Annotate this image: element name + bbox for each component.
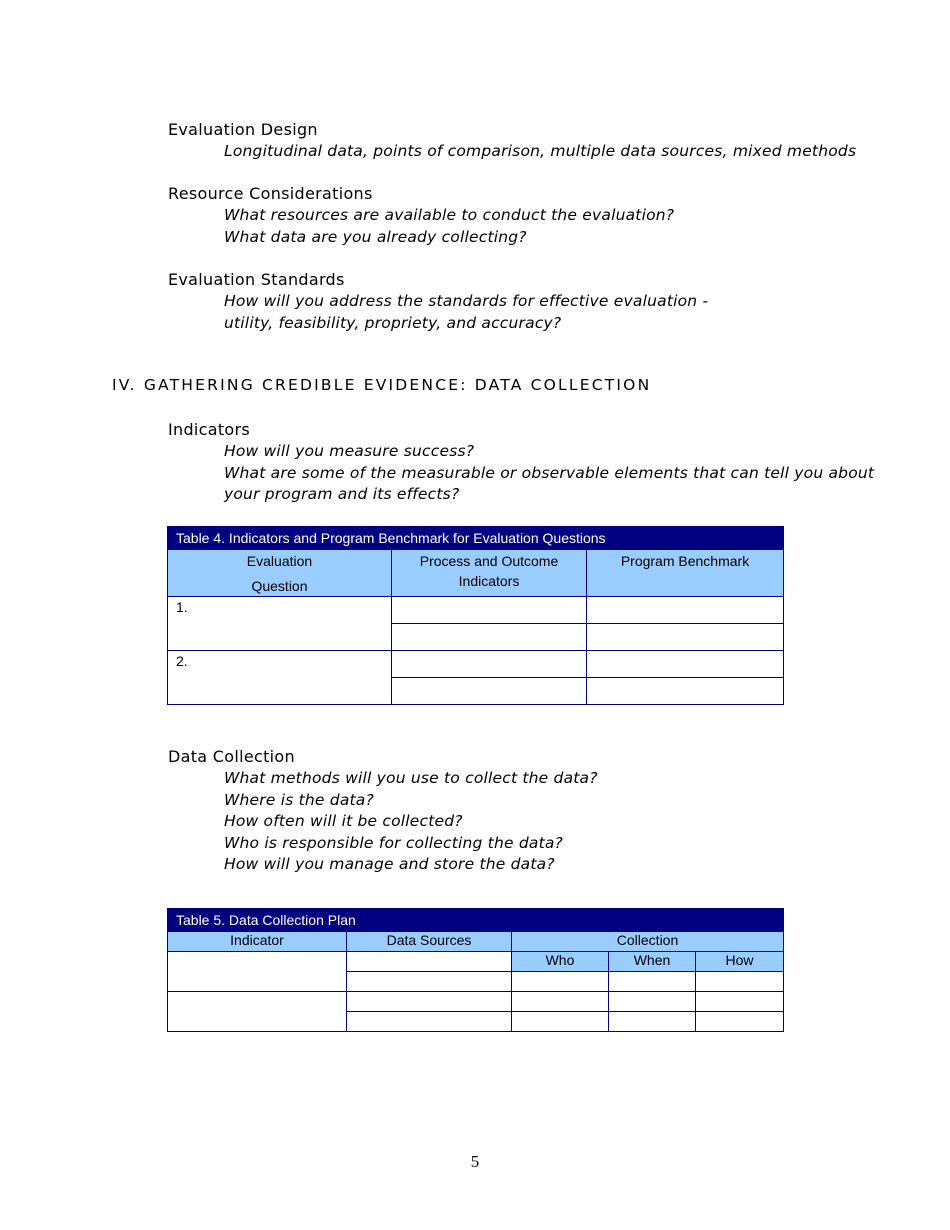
table-cell bbox=[696, 992, 784, 1012]
table-cell bbox=[587, 597, 784, 624]
question-line: How will you manage and store the data? bbox=[224, 855, 555, 873]
section-data-collection bbox=[168, 746, 598, 876]
table-cell bbox=[587, 624, 784, 651]
table-cell bbox=[696, 972, 784, 992]
header-line: Question bbox=[251, 578, 308, 594]
table-cell bbox=[168, 952, 347, 992]
question-line: What data are you already collecting? bbox=[224, 227, 527, 246]
section-title: IV. GATHERING CREDIBLE EVIDENCE: DATA COLLECTION bbox=[112, 376, 652, 394]
header-collection: Collection bbox=[512, 932, 784, 952]
page-number: 5 bbox=[470, 1152, 480, 1171]
table-cell bbox=[347, 1012, 512, 1032]
header-data-sources: Data Sources bbox=[347, 932, 512, 952]
table-cell bbox=[347, 992, 512, 1012]
header-program-benchmark bbox=[587, 550, 784, 597]
table-row-number: 1. bbox=[168, 597, 392, 651]
table-cell bbox=[347, 972, 512, 992]
table-cell bbox=[609, 992, 696, 1012]
table-row-number: 2. bbox=[168, 651, 392, 705]
heading-indicators: Indicators bbox=[168, 420, 251, 439]
section-evaluation-standards bbox=[168, 269, 708, 334]
question-line: What methods will you use to collect the data? bbox=[224, 769, 598, 787]
table-cell bbox=[696, 1012, 784, 1032]
table-cell bbox=[512, 992, 609, 1012]
table-indicators-benchmark bbox=[167, 526, 784, 705]
table-cell bbox=[609, 972, 696, 992]
question-line: your program and its effects? bbox=[224, 485, 460, 503]
question-line: What resources are available to conduct the evaluation? bbox=[224, 206, 675, 224]
question-line: How will you address the standards for effective evaluation - bbox=[224, 292, 709, 310]
table-cell bbox=[392, 651, 587, 678]
table-cell bbox=[392, 597, 587, 624]
section-evaluation-design bbox=[168, 119, 856, 163]
table-cell bbox=[392, 624, 587, 651]
table-cell bbox=[168, 992, 347, 1032]
question-line: What are some of the measurable or observable elements that can tell you about bbox=[224, 463, 875, 482]
header-process-outcome-indicators bbox=[392, 550, 587, 597]
table-cell bbox=[512, 972, 609, 992]
header-how: How bbox=[696, 952, 784, 972]
heading-resource-considerations: Resource Considerations bbox=[168, 184, 373, 203]
header-indicator: Indicator bbox=[168, 932, 347, 952]
question-line: Who is responsible for collecting the data? bbox=[224, 833, 563, 852]
question-line: Where is the data? bbox=[224, 790, 374, 809]
section-resource-considerations bbox=[168, 183, 674, 248]
table-cell bbox=[512, 1012, 609, 1032]
table-cell bbox=[587, 651, 784, 678]
section-indicators bbox=[168, 419, 874, 506]
table-data-collection-plan bbox=[167, 908, 784, 1032]
question-line: How often will it be collected? bbox=[224, 812, 463, 830]
header-line: Indicators bbox=[458, 573, 520, 589]
header-line: Program Benchmark bbox=[620, 553, 750, 569]
header-evaluation-question bbox=[168, 550, 392, 597]
table-caption: Table 4. Indicators and Program Benchmark for Evaluation Questions bbox=[168, 527, 784, 550]
heading-data-collection: Data Collection bbox=[168, 747, 295, 766]
table-cell bbox=[587, 678, 784, 705]
table-cell bbox=[392, 678, 587, 705]
question-line: utility, feasibility, propriety, and accuracy? bbox=[224, 313, 562, 332]
question-line: Longitudinal data, points of comparison, multiple data sources, mixed methods bbox=[224, 142, 857, 160]
table-cell bbox=[347, 952, 512, 972]
table-cell bbox=[609, 1012, 696, 1032]
header-when: When bbox=[609, 952, 696, 972]
header-line: Evaluation bbox=[246, 553, 313, 569]
header-who: Who bbox=[512, 952, 609, 972]
header-line: Process and Outcome bbox=[419, 553, 559, 569]
heading-evaluation-standards: Evaluation Standards bbox=[168, 270, 345, 289]
heading-evaluation-design: Evaluation Design bbox=[168, 120, 318, 139]
table-caption: Table 5. Data Collection Plan bbox=[168, 909, 784, 932]
question-line: How will you measure success? bbox=[224, 442, 475, 460]
